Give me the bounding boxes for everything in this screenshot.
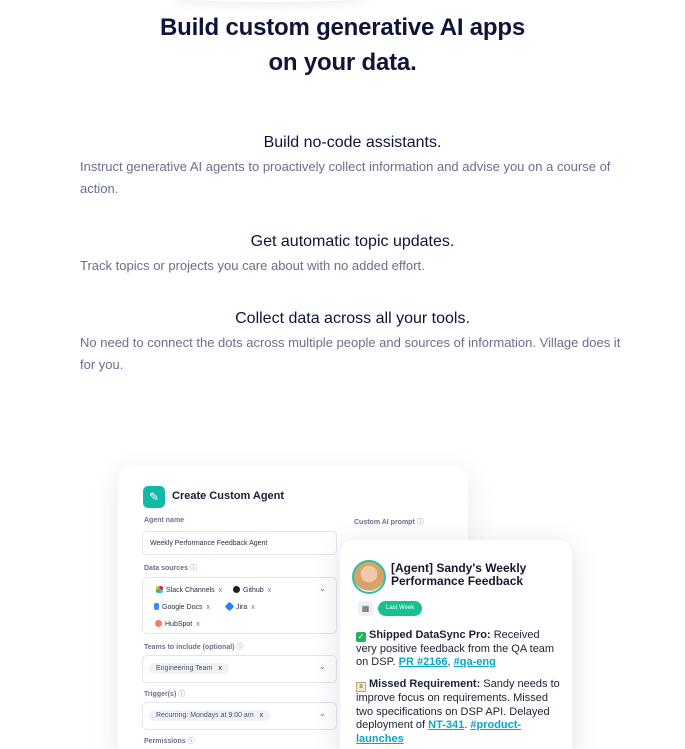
- github-icon: [233, 586, 240, 593]
- section-divider-shadow: [170, 0, 370, 2]
- data-source-name: Github: [243, 587, 264, 594]
- feedback-item-missed: [356, 678, 561, 746]
- feedback-card-title: [Agent] Sandy's Weekly Performance Feedback: [391, 561, 527, 588]
- feature-collect-data: [80, 309, 625, 376]
- time-range-badge: Last Week: [378, 601, 422, 616]
- remove-icon[interactable]: x: [196, 621, 200, 628]
- data-source-chip-jira: [226, 603, 255, 611]
- feedback-item-text: Received very positive feedback from the QA team on DSP.: [356, 629, 555, 669]
- triggers-label-text: Trigger(s): [144, 691, 177, 698]
- hero-title-line-2: on your data.: [268, 49, 417, 76]
- teams-label-text: Teams to include (optional): [144, 644, 235, 651]
- team-chip: [149, 663, 229, 674]
- google-docs-icon: [154, 603, 159, 610]
- channel-link[interactable]: #qa-eng: [453, 656, 496, 669]
- feature-title: Get automatic topic updates.: [250, 233, 455, 250]
- feature-description: Track topics or projects you care about with no added effort.: [80, 258, 425, 273]
- feedback-item-heading: Missed Requirement:: [369, 678, 481, 690]
- data-source-name: HubSpot: [165, 621, 193, 628]
- info-icon: ⓘ: [178, 691, 186, 698]
- permissions-label: [144, 736, 195, 746]
- hero-title: [0, 10, 685, 80]
- link-separator: .: [464, 719, 471, 732]
- checkmark-icon: ✓: [357, 632, 365, 641]
- hero-title-line-1: Build custom generative AI apps: [160, 14, 525, 41]
- team-chip-label: Engineering Team: [156, 665, 213, 672]
- agent-name-value: Weekly Performance Feedback Agent: [150, 540, 268, 547]
- feature-description: No need to connect the dots across multiple people and sources of information. Village does it for you.: [80, 335, 621, 372]
- feature-description: Instruct generative AI agents to proactively collect information and advise you on a course of action.: [80, 159, 611, 196]
- chevron-down-icon[interactable]: ⌄: [319, 709, 326, 718]
- feature-title: Build no-code assistants.: [263, 134, 442, 151]
- trigger-chip-label: Recurring: Mondays at 9:00 am: [156, 712, 254, 719]
- info-icon: ⓘ: [416, 519, 424, 526]
- data-source-chip-slack: [156, 586, 222, 594]
- link-separator: ,: [447, 656, 454, 669]
- chevron-down-icon[interactable]: ⌄: [319, 584, 326, 593]
- data-source-name: Slack Channels: [166, 587, 215, 594]
- slack-icon: [156, 586, 163, 593]
- feedback-item-heading: Shipped DataSync Pro:: [369, 629, 491, 641]
- permissions-label-text: Permissions: [144, 738, 186, 745]
- data-sources-label-text: Data sources: [144, 565, 188, 572]
- agent-logo-icon: ✎: [143, 486, 165, 508]
- feedback-item-text: Sandy needs to improve focus on requirements. Missed two specifications on DSP API. Delayed deployment of: [356, 678, 560, 732]
- remove-icon[interactable]: x: [259, 712, 264, 719]
- hubspot-icon: [155, 620, 162, 627]
- channel-link[interactable]: #product-launches: [356, 719, 522, 745]
- agent-name-label: Agent name: [144, 517, 185, 524]
- triggers-label: [144, 689, 185, 699]
- data-source-chip-google-docs: [154, 603, 210, 611]
- feedback-item-shipped: [356, 629, 561, 670]
- teams-label: [144, 642, 243, 652]
- data-source-name: Jira: [236, 604, 248, 611]
- remove-icon[interactable]: x: [218, 587, 223, 594]
- remove-icon[interactable]: x: [251, 604, 255, 611]
- feature-topic-updates: [80, 232, 625, 277]
- data-source-chip-hubspot: [155, 620, 200, 628]
- remove-icon[interactable]: x: [218, 665, 222, 672]
- data-sources-label: [144, 563, 197, 573]
- custom-prompt-label: [354, 517, 424, 527]
- calendar-icon: ▦: [358, 601, 373, 616]
- pr-link[interactable]: PR #2166: [398, 656, 448, 669]
- info-icon: ⓘ: [187, 738, 195, 745]
- feature-no-code-assistants: [80, 133, 625, 200]
- remove-icon[interactable]: x: [206, 604, 210, 611]
- info-icon: ⓘ: [189, 565, 197, 572]
- avatar: [352, 560, 386, 594]
- data-source-chip-github: [233, 586, 271, 594]
- trigger-chip: [149, 710, 270, 721]
- info-icon: ⓘ: [236, 644, 244, 651]
- chevron-down-icon[interactable]: ⌄: [319, 662, 326, 671]
- data-source-name: Google Docs: [162, 604, 203, 611]
- custom-prompt-label-text: Custom AI prompt: [354, 519, 415, 526]
- feature-title: Collect data across all your tools.: [235, 310, 470, 327]
- memo-icon: ≡: [356, 682, 366, 692]
- remove-icon[interactable]: x: [267, 587, 272, 594]
- jira-icon: [225, 602, 235, 612]
- ticket-link[interactable]: NT-341: [428, 719, 465, 732]
- create-agent-title: Create Custom Agent: [172, 490, 285, 502]
